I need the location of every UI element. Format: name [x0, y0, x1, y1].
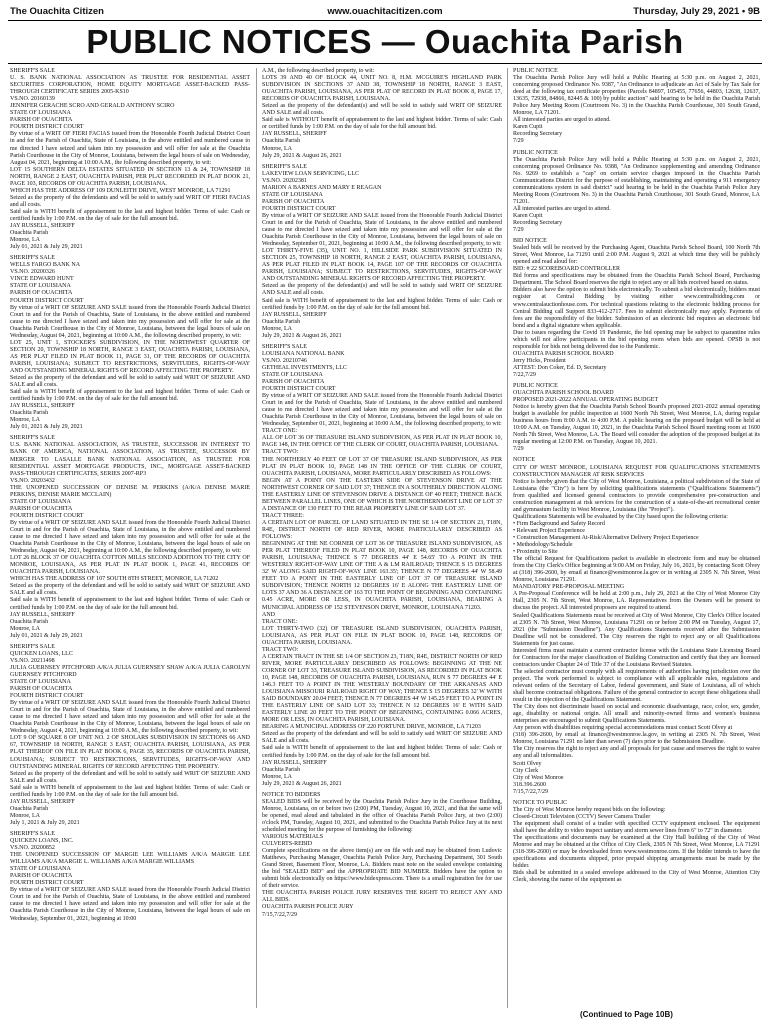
notice-text: VS.NO. 20202381: [262, 177, 307, 184]
notice-text: VS.NO. 20200852: [10, 845, 55, 852]
notice-text: VS.NO. 20160139: [10, 96, 55, 103]
notice-text: OUACHITA PARISH SCHOOL BOARD: [513, 390, 614, 397]
notice-heading: SHERIFF'S SALE: [262, 343, 307, 350]
notice-heading: NOTICE TO PUBLIC: [513, 799, 568, 806]
legal-notice: [262, 344, 502, 788]
notice-text: PARISH OF OUACHITA: [262, 379, 325, 386]
column-divider: [507, 68, 508, 1008]
notice-text: (318) 396-2600, by email at finance@westmonroe.la.gov, in writing at 2305 N. 7th Street, West Monroe, Louisiana 71291 no later than seven (7) days prior to the Submission Deadline.: [513, 732, 762, 746]
notice-column-1: [10, 68, 250, 1008]
notice-text: Monroe, LA: [262, 773, 292, 780]
notice-text: OUACHITA PARISH SCHOOL BOARD: [513, 350, 614, 357]
website: www.ouachitacitizen.com: [327, 6, 443, 17]
notice-text: VINCE EDWARD HUNT: [10, 276, 74, 283]
notice-text: Ouachita Parish: [10, 805, 49, 812]
notice-text: Due to issues regarding the Covid 19 Pandemic, the bid opening may be subject to quarantine rules which will not allow participants in the bid opening room when bids are opened. OPSB is not responsible for bids not being delivered due to the Pandemic.: [513, 329, 762, 350]
notice-text: U.S. BANK NATIONAL ASSOCIATION, AS TRUSTEE, SUCCESSOR IN INTEREST TO BANK OF AMERICA, NATIONAL ASSOCIATION, AS TRUSTEE, SUCCESSOR BY MERGER TO LASALLE BANK NATIONAL ASSOCIATION, AS TRUSTEE FOR RESIDENTIAL ASSET MORTGAGE PRODUCTS, INC., MORTGAGE ASSET-BACKED PASS-THROUGH CERTIFICATES, SERIES 2007-RP3: [10, 442, 252, 477]
notice-text: WHICH HAS THE ADDRESS OF 107 SOUTH 8TH STREET, MONROE, LA 71202: [10, 576, 219, 583]
notice-text: JAY RUSSELL, SHERIFF: [262, 131, 327, 138]
notice-text: Said sale is WITH benefit of appraisement to the last and highest bidder. Terms of sale: Cash or certified funds by 1:00 P.M. on the day of sale for the full amount bid.: [262, 297, 504, 311]
notice-text: CULVERTS-REBID: [262, 841, 313, 848]
notice-text: July 01, 2021 & July 29, 2021: [10, 632, 83, 639]
notice-text: Said sale is WITH benefit of appraisement to the last and highest bidder. Terms of sale: Cash or certified funds by 1:00 P.M. on the day of sale for the full amount bid.: [10, 784, 252, 798]
notice-text: FOURTH DISTRICT COURT: [10, 124, 84, 131]
header-rule: [8, 20, 762, 21]
notice-text: The City of West Monroe hereby request bids on the following:: [513, 806, 666, 813]
section-banner: PUBLIC NOTICES — Ouachita Parish: [86, 23, 684, 60]
notice-text: STATE OF LOUISIANA: [10, 283, 71, 290]
notice-text: The specifications and documents may be examined at the City Hall building of the City of West Monroe and may be obtained at the Office of City Clerk, 2305 N 7th Street, West Monroe, LA 71291 (318-396-2600) or may be downloaded from www.westmonroe.com. If the bidder intends to have the specifications and documents shipped, prior prepaid shipping arrangements must be made by the bidder.: [513, 834, 762, 870]
notice-text: PARISH OF OUACHITA: [10, 686, 73, 693]
notice-heading: SHERIFF'S SALE: [10, 643, 55, 650]
notice-text: JAY RUSSELL, SHERIFF: [10, 223, 75, 230]
notice-text: Monroe, LA: [262, 145, 292, 152]
notice-text: STATE OF LOUISIANA: [10, 678, 71, 685]
notice-text: Recording Secretary: [513, 219, 563, 226]
legal-notice: [262, 792, 502, 919]
legal-notice: [513, 457, 760, 795]
notice-text: July 01, 2021 & July 29, 2021: [10, 244, 83, 251]
notice-text: Any person with disabilities requiring special accommodations must contact Scott Olvey at: [513, 725, 733, 732]
notice-text: BEARING A MUNICIPAL ADDRESS OF 220 FORTUNE DRIVE, MONROE, LA 71203: [262, 724, 481, 731]
notice-column-2: [262, 68, 502, 1008]
notice-text: The equipment shall consist of a trailer with specified CCTV equipment enclosed. The equipment shall have the ability to video inspect sanitary and storm sewer lines from 6" to 72" in diameter.: [513, 820, 762, 834]
notice-text: 7/29: [513, 227, 524, 234]
notice-text: MARION A BARNES AND MARY E REAGAN: [262, 184, 382, 191]
notice-heading: PUBLIC NOTICE: [513, 68, 558, 74]
notice-text: Complete specifications on the above item(s) are on file with and may be obtained from Ludovic Matthews, Purchasing Manager, Ouachita Parish Police Jury, Purchasing Department, 301 South Grand Street, Basement Floor, Monroe, LA. Bidders must note on the sealed envelope containing the bid "SEALED BID" and the APPROPRIATE BID NUMBER. Bidders have the option to submit bids electronically on https://www.bidexpress.com. There is a small registration fee for use of their service.: [262, 848, 504, 890]
notice-text: STATE OF LOUISIANA: [262, 191, 323, 198]
notice-text: BEGINNING AT THE NE CORNER OF LOT 36 OF TREASURE ISLAND SUBDIVISION, AS PER PLAT THEREOF FILED IN PLAT BOOK 10, PAGE 148, RECORDS OF OUACHITA PARISH, LOUISIANA; THENCE S 77 DEGREES 44' E 54.65' TO A POINT IN THE WESTERLY RIGHT-OF-WAY LINE OF THE A & LM RAILROAD; THENCE S 15 DEGREES 32' W ALONG SAID RIGHT-OF-WAY LINE 163.35'; THENCE N 77 DEGREES 44' W 58.49 FEET TO A POINT IN THE EASTERLY LINE OF LOT 37 OF TREASURE ISLAND SUBDIVISION; THENCE NORTH 12 DEGREES 16' E ALONG THE EASTERLY LINE OF LOTS 37 AND 36 A DISTANCE OF 163 TO THE POINT OF BEGINNING AND CONTAINING 0.45 ACRE, MORE OR LESS, IN OUACHITA PARISH, LOUISIANA, BEARING A MUNICIPAL ADDRESS OF 152 STEVENSON DRIVE, MONROE, LOUISIANA 71203.: [262, 541, 504, 611]
notice-text: VS.NO. 20200326: [10, 269, 55, 276]
notice-text: LOT THIRTY-FIVE (35), UNIT NO. 1, HILLSIDE PARK SUBDIVISION SITUATED IN SECTION 25, TOWNSHIP 18 NORTH, RANGE 2 EAST, OUACHITA PARISH, LOUISIANA, AS PER PLAT FILED IN PLAT BOOK 14, PAGE 107 OF THE RECORDS OF OUACHITA PARISH, LOUISIANA; SUBJECT TO RESTRICTIONS, SERVITUDES, RIGHTS-OF-WAY AND OUTSTANDING MINERAL RIGHTS OF RECORD AFFECTING THE PROPERTY.: [262, 248, 504, 283]
notice-text: By virtue of a WRIT OF SEIZURE AND SALE issued from the Honorable Fourth Judicial District Court in and for the Parish of Ouachita, State of Louisiana, in the above entitled and numbered cause to me directed I have seized and taken into my possession and will offer for sale at the Ouachita Parish Courthouse in the City of Monroe, Louisiana, between the legal hours of sale on Wednesday, August 4, 2021, beginning at 10:00 A.M., the following described property, to wit:: [10, 700, 252, 735]
notice-text: LAKEVIEW LOAN SERVICING, LLC: [262, 170, 360, 177]
notice-text: A CERTAIN LOT OF PARCEL OF LAND SITUATED IN THE SE 1/4 OF SECTION 23, T18N, R4E, DISTRICT NORTH OF RED RIVER, MORE PARTICULARLY DESCRIBED AS FOLLOWS:: [262, 519, 504, 541]
notice-text: SEALED BIDS will be received by the Ouachita Parish Police Jury in the Courthouse Building, Monroe, Louisiana, on or before two (2:00) PM, Tuesday, August 10, 2021, and that the same will be opened, read aloud and tabulated in the office of Ouachita Parish Police Jury, at two (2:00) o'clock PM, Tuesday, August 10, 2021, and submitted to the Ouachita Parish Police Jury at its next scheduled meeting for the purpose of furnishing the following:: [262, 798, 504, 833]
notice-text: TRACT THREE:: [262, 512, 304, 519]
notice-text: Seized as the property of the defendant and will be sold to satisfy said WRIT OF SEIZURE AND SALE and all costs.: [10, 770, 252, 784]
notice-heading: SHERIFF'S SALE: [10, 435, 55, 442]
notice-heading: PUBLIC NOTICE: [513, 383, 558, 390]
notice-text: 7/15,7/22,7/29: [513, 788, 549, 795]
notice-heading: SHERIFF'S SALE: [10, 830, 55, 837]
notice-text: MANDATORY PRE-PROPOSAL MEETING: [513, 584, 625, 591]
notice-text: FOURTH DISTRICT COURT: [262, 386, 336, 393]
notice-text: Bid forms and specifications may be obtained from the Ouachita Parish School Board, Purchasing Department. The School Board reserves the right to reject any or all bids received based on status.: [513, 273, 762, 287]
notice-text: THE NORTHERLY 40 FEET OF LOT 37 OF TREASURE ISLAND SUBDIVISION, AS PER PLAT IN PLAT BOOK 10, PAGE 148 IN THE OFFICE OF THE CLERK OF COURT, OUACHITA PARISH, LOUISIANA, MORE PARTICULARLY DESCRIBED AS FOLLOWS:: [262, 456, 504, 477]
notice-text: July 29, 2021 & August 26, 2021: [262, 152, 342, 159]
legal-notice: [513, 383, 760, 453]
notice-text: STATE OF LOUISIANA: [10, 110, 71, 117]
notice-text: Said sale is WITH benefit of appraisement to the last and highest bidder. Terms of sale: Cash or certified funds by 1:00 P.M. on the day of sale for the full amount bid.: [10, 208, 252, 222]
notice-text: By virtue of a WRIT OF FIERI FACIAS issued from the Honorable Fourth Judicial District Court in and for the Parish of Ouachita, State of Louisiana, in the above entitled and numbered cause to me directed I have seized and taken into my possession and will offer for sale at the Ouachita Parish Courthouse in the City of Monroe, Louisiana, between the legal hours of sale on Wednesday, August 04, 2021, beginning at 10:00 A.M., the following described property, to wit:: [10, 131, 252, 166]
notice-text: BID: # 22 SCOREBOARD CONTROLLER: [513, 266, 621, 273]
notice-text: STATE OF LOUISIANA: [10, 866, 71, 873]
notice-text: WHICH HAS THE ADDRESS OF 109 DUNLEITH DRIVE, WEST MONROE, LA 71291: [10, 187, 231, 194]
legal-notice: [513, 800, 760, 885]
notice-text: VARIOUS MATERIALS: [262, 834, 324, 841]
continuation-note: (Continued to Page 10B): [580, 1010, 673, 1019]
notice-text: Sealed Qualifications Statements must be received at City of West Monroe, City Clerk's Office located at 2305 N. 7th Street, West Monroe, Louisiana 71291 on or before 2:00 PM on Tuesday, August 17, 2021 (the "Submission Deadline"). Any Qualifications Statements received after the Submission Deadline will not be considered. The City reserves the right to reject any or all Qualifications Statements for just cause.: [513, 612, 762, 647]
notice-text: Karen Cupit: [513, 212, 543, 219]
notice-text: AND: [262, 611, 275, 618]
notice-text: JENNIFER GERACHE SCRO AND GERALD ANTHONY SCIRO: [10, 103, 175, 110]
legal-notice: [262, 164, 502, 340]
notice-text: LOT 9 OF SQUARE 8 OF UNIT NO. 2 OF SHOLARS SUBDIVISION IN SECTIONS 66 AND 67, TOWNSHIP 18 NORTH, RANGE 3 EAST, OUACHITA PARISH, LOUISIANA, AS PER PLAT THEREOF ON FILE IN PLAT BOOK 6, PAGE 35, RECORDS OF OUACHITA PARISH, LOUISIANA; SUBJECT TO RESTRICTIONS, SERVITUDES, RIGHTS-OF-WAY AND OUTSTANDING MINERAL RIGHTS OF RECORD AFFECTING THE PROPERTY.: [10, 735, 252, 770]
notice-text: JAY RUSSELL, SHERIFF: [262, 759, 327, 766]
notice-text: PARISH OF OUACHITA: [262, 198, 325, 205]
notice-text: Closed-Circuit Television (CCTV) Sewer Camera Trailer: [513, 813, 651, 820]
notice-text: By virtue of a WRIT OF SEIZURE AND SALE issued from the Honorable Fourth Judicial District Court in and for the Parish of Ouachita, State of Louisiana, in the above entitled and numbered cause to me directed I have seized and taken into my possession and will offer for sale at the Ouachita Parish Courthouse in the City of Monroe, Louisiana, between the legal hours of sale on Wednesday, September 01, 2021, beginning at 10:00 A.M., the following described property, to wit:: [262, 212, 504, 248]
notice-text: Qualifications Statements will be evaluated by the City based upon the following criteria:: [513, 513, 728, 520]
notice-text: A Pre-Proposal Conference will be held at 2:00 p.m., July 29, 2021 at the City of West Monroe City Hall, 2305 N. 7th Street, West Monroe, LA. Representatives from the Owners will be present to discuss the project. All interested proposers are required to attend.: [513, 591, 762, 612]
notice-text: The City does not discriminate based on social and economic disadvantage, race, color, sex, gender, age, disability or national origin. All small and minority-owned firms and women's business enterprises are encouraged to submit Qualifications Statements.: [513, 704, 762, 725]
notice-text: July 1, 2021 & July 29, 2021: [10, 819, 80, 826]
notice-text: PARISH OF OUACHITA: [10, 873, 73, 880]
notice-text: July 29, 2021 & August 26, 2021: [262, 332, 342, 339]
notice-text: • Firm Background and Safety Record: [513, 520, 605, 527]
notice-heading: NOTICE: [513, 457, 535, 464]
notice-text: 318.396.2600: [513, 781, 546, 788]
notice-text: FOURTH DISTRICT COURT: [10, 693, 84, 700]
notice-text: LOUISIANA NATIONAL BANK: [262, 350, 345, 357]
notice-text: JAY RUSSELL, SHERIFF: [262, 311, 327, 318]
notice-text: LOT THIRTY-TWO (32) OF TREASURE ISLAND SUBDIVISION, OUACHITA PARISH, LOUISIANA, AS PER PLAT ON FILE IN PLAT BOOK 10, PAGE 148, RECORDS OF OUACHITA PARISH, LOUISIANA.: [262, 625, 504, 646]
notice-text: FOURTH DISTRICT COURT: [10, 297, 84, 304]
legal-notice: [262, 68, 502, 160]
notice-text: TRACT ONE:: [262, 618, 298, 625]
notice-text: LOT 25, UNIT 1, STOCKER'S SUBDIVISION, IN THE NORTHWEST QUARTER OF SECTION 20, TOWNSHIP 18 NORTH, RANGE 3 EAST, OUACHITA PARISH, LOUISIANA, AS PER PLAT FILED IN PLAT BOOK 11, PAGE 31, OF THE RECORDS OF OUACHITA PARISH, LOUISIANA; SUBJECT TO RESTRICTIONS, SERVITUDES, RIGHTS-OF-WAY AND OUTSTANDING MINERAL RIGHTS OF RECORD AFFECTING THE PROPERTY.: [10, 339, 252, 374]
notice-text: STATE OF LOUISIANA: [10, 498, 71, 505]
notice-text: THE UNOPENED SUCCESSION OF MARGIE LEE WILLIAMS A/K/A MARGIE LEE WILLIAMS A/K/A MARGIE L. WILLIAMS A/K/A MARGIE WILLIAMS: [10, 852, 252, 866]
notice-text: Said sale is WITH benefit of appraisement to the last and highest bidder. Terms of sale: Cash or certified funds by 1:00 P.M. on the day of sale for the full amount bid.: [10, 597, 252, 611]
notice-text: The selected contractor must comply with all requirements of authorities having jurisdiction over the project. The work performed is subject to compliance with all applicable rules, regulations and relevant orders of the Secretary of Labor, federal government, and State of Louisiana, all of which shall become contractual obligations. Failure of the general contractor to accept these obligations shall result in the rejection of the Qualifications Statement.: [513, 668, 762, 704]
notice-text: Bidders also have the option to submit bids electronically. To submit a bid electronically, bidders must register at Central Bidding by visiting either www.centralbidding.com or www.centralauctionhouse.com. For technical questions relating to the electronic bidding process for Central Bidding call Support 833-412-2717. Fees to submit electronically may apply. Payments of fees are the responsibility of the bidder. Submission of an electronic bid requires an electronic bid bond and a digital signature when applicable.: [513, 287, 762, 329]
notice-text: LOT 15 SOUTHERN DELTA ESTATES SITUATED IN SECTION 13 & 24, TOWNSHIP 18 NORTH, RANGE 2 EAST, OUACHITA PARISH, PER PLAT RECORDED IN PLAT BOOK 21, PAGE 103, RECORDS OF OUACHITA PARISH, LOUISIANA.: [10, 166, 252, 187]
notice-text: Monroe, LA: [10, 812, 40, 819]
legal-notice: [10, 255, 250, 431]
notice-text: All interested parties are urged to attend.: [513, 205, 611, 212]
notice-text: Ouachita Parish: [262, 138, 301, 145]
notice-text: A CERTAIN TRACT IN THE SE 1/4 OF SECTION 23, T18N, R4E, DISTRICT NORTH OF RED RIVER, MORE PARTICULARLY DESCRIBED AS FOLLOWS: BEGINNING AT THE NE CORNER OF LOT 33, TREASURE ISLAND SUBDIVISION, AS RECORDED IN PLAT BOOK 10, PAGE 148, RECORDS OF OUACHITA PARISH, LOUISIANA, RUN S 77 DEGREES 44' E 146.3 FEET TO A POINT IN THE WESTERLY BOUNDARY OF THE ARKANSAS AND LOUISIANA MISSOURI RAILROAD RIGHT OF WAY; THENCE S 15 DEGREES 32' W WITH SAID BOUNDARY 20.04 FEET; THENCE N 77 DEGREES 44' W 145.25 FEET TO A POINT IN THE EASTERLY LINE OF SAID LOT 33; THENCE N 12 DEGREES 16' E WITH SAID EASTERLY LINE 20 FEET TO THE POINT OF BEGINNING, CONTAINING 0.066 ACRES, MORE OR LESS, IN OUACHITA PARISH, LOUISIANA.: [262, 653, 504, 724]
notice-text: The City reserves the right to reject any and all proposals for just cause and reserves the right to waive any and all informalities.: [513, 746, 762, 760]
notice-text: VS.NO. 20211498: [10, 657, 55, 664]
notice-text: ATTEST: Don Coker, Ed. D, Secretary: [513, 364, 607, 371]
notice-text: All interested parties are urged to attend.: [513, 117, 611, 124]
notice-text: STATE OF LOUISIANA: [262, 371, 323, 378]
legal-notice: [10, 644, 250, 827]
notice-text: • Proximity to Site: [513, 549, 558, 556]
notice-text: By virtue of a WRIT OF SEIZURE AND SALE issued from the Honorable Fourth Judicial District Court in and for the Parish of Ouachita, State of Louisiana, in the above entitled and numbered cause to me directed I have seized and taken into my possession and will offer for sale at the Ouachita Parish Courthouse in the City of Monroe, Louisiana, between the legal hours of sale on Wednesday, September 01, 2021, beginning at 10:00 A.M., the following described property, to wit:: [262, 393, 504, 428]
notice-text: Seized as the property of the defendants and will be sold to satisfy said WRIT OF FIERI FACIAS and all costs.: [10, 194, 252, 208]
notice-text: July 01, 2021 & July 29, 2021: [10, 424, 83, 431]
notice-text: FOURTH DISTRICT COURT: [262, 205, 336, 212]
notice-heading: SHERIFF'S SALE: [262, 163, 307, 170]
notice-text: WELLS FARGO BANK NA: [10, 262, 81, 269]
notice-text: 7/29: [513, 138, 524, 145]
notice-text: Ouachita Parish: [262, 318, 301, 325]
notice-text: JAY RUSSELL, SHERIFF: [10, 403, 75, 410]
notice-text: VS.NO. 20203432: [10, 477, 55, 484]
notice-heading: SHERIFF'S SALE: [10, 68, 55, 74]
notice-text: PARISH OF OUACHITA: [10, 505, 73, 512]
issue-date-page: Thursday, July 29, 2021 • 9B: [633, 6, 760, 17]
notice-text: FOURTH DISTRICT COURT: [10, 512, 84, 519]
notice-heading: BID NOTICE: [513, 238, 547, 245]
notice-text: Ouachita Parish: [10, 618, 49, 625]
notice-heading: A.M., the following described property, to wit:: [262, 68, 375, 74]
legal-notice: [10, 68, 250, 251]
notice-text: OUACHITA PARISH POLICE JURY: [262, 904, 354, 911]
notice-text: Notice is hereby given that the Ouachita Parish School Board's proposed 2021-2022 annual operating budget is available for public inspection at 1600 North 7th Street, West Monroe, LA, during regular business hours from 8:00 A.M. to 4:00 P.M. A public hearing on the proposed budget will be held at 10:00 A.M. on Tuesday, August 10, 2021, in the Ouachita Parish School Board meeting room at 1600 North 7th Street, West Monroe, LA. The Board will consider the adoption of the proposed budget at its regular meeting at 12:00 P.M. on Tuesday, August 10, 2021.: [513, 404, 762, 446]
notice-text: Seized as the property of the defendant and will be sold to satisfy said WRIT OF SEIZURE AND SALE and all costs.: [262, 731, 504, 745]
notice-text: Sealed bids will be received by the Purchasing Agent, Ouachita Parish School Board, 100 North 7th Street, West Monroe, La 71291 until 2:00 P.M. August 9, 2021 at which time they will be publicly opened and read aloud for:: [513, 245, 762, 266]
notice-text: THE OUACHITA PARISH POLICE JURY RESERVES THE RIGHT TO REJECT ANY AND ALL BIDS.: [262, 890, 504, 904]
notice-text: July 29, 2021 & August 26, 2021: [262, 780, 342, 787]
notice-text: TRACT TWO:: [262, 646, 299, 653]
notice-text: Monroe, LA: [10, 237, 40, 244]
notice-text: • Methodology/Schedule: [513, 542, 573, 549]
notice-text: PARISH OF OUACHITA: [10, 290, 73, 297]
notice-text: Recording Secretary: [513, 131, 563, 138]
notice-text: Karen Cupit: [513, 124, 543, 131]
notice-text: TRACT ONE:: [262, 428, 298, 435]
legal-notice: [513, 68, 760, 146]
notice-text: City Clerk: [513, 767, 539, 774]
notice-text: Said sale is WITH benefit of appraisement to the last and highest bidder. Terms of sale: Cash or certified funds by 1:00 P.M. on the day of sale for the full amount bid.: [262, 745, 504, 759]
notice-text: Interested firms must maintain a current contractor license with the Louisiana State Licensing Board for Contractors for the major classification of Building Construction and certify that they are licensed contractors under Chapter 24 of Title 37 of the Louisiana Revised Statutes.: [513, 647, 762, 668]
notice-text: • Construction Management At-Risk/Alternative Delivery Project Experience: [513, 535, 699, 541]
notice-text: Scott Olvey: [513, 760, 542, 767]
legal-notice: [513, 150, 760, 235]
notice-text: VS.NO. 20210746: [262, 357, 307, 364]
notice-text: QUICKEN LOANS, INC.: [10, 838, 74, 845]
notice-heading: NOTICE TO BIDDERS: [262, 791, 321, 798]
notice-text: Seized as the property of the defendant and will be sold to satisfy said WRIT OF SEIZURE AND SALE and all costs.: [10, 375, 252, 389]
notice-text: By virtue of a WRIT OF SEIZURE AND SALE issued from the Honorable Fourth Judicial District Court in and for the Parish of Ouachita, State of Louisiana, in the above entitled and numbered cause to me directed I have seized and taken into my possession and will offer for sale at the Ouachita Parish Courthouse in the City of Monroe, Louisiana, between the legal hours of sale on Wednesday, August 04, 2021, beginning at 10:00 A.M., the following described property, to wit:: [10, 304, 252, 339]
notice-text: Notice is hereby given that the City of West Monroe, Louisiana, a political subdivision of the State of Louisiana (the "City") is here by soliciting qualifications statements ("Qualifications Statements") from qualified and licensed general contractors to provide comprehensive pre-construction and construction management at risk services for the construction of a state-of-the-art recreational center and gymnasium facility in West Monroe, Louisiana (the "Project").: [513, 478, 762, 513]
column-divider: [256, 68, 257, 1008]
notice-text: 7/22,7/29: [513, 371, 536, 378]
notice-text: THE UNOPENED SUCCESSION OF DENISE M. PERKINS (A/K/A DENISE MARIE PERKINS, DENISE MARIE MCCLAIN): [10, 484, 252, 498]
notice-text: The Ouachita Parish Police Jury will hold a Public Hearing at 5:30 p.m. on August 2, 2021, concerning proposed Ordinance No. 9388, "An Ordinance supplementing and amending Ordinance No. 9269 to establish a "cap" on certain service charges imposed in the Ouachita Parish Communications District for the purpose of establishing, maintaining and operating a 911 emergency communications system in said district" said hearing to be held in the Ouachita Parish Police Jury Meeting Room (Courtroom No. 3) in the Ouachita Parish Courthouse, 301 South Grand, Monroe, LA 71201.: [513, 156, 762, 205]
notice-text: Ouachita Parish: [10, 410, 49, 417]
notice-heading: SHERIFF'S SALE: [10, 255, 55, 262]
notice-text: Said sale is WITHOUT benefit of appraisement to the last and highest bidder. Terms of sale: Cash or certified funds by 1:00 P.M. on the day of sale for the full amount bid.: [262, 117, 504, 131]
notice-text: • Relevant Project Experience: [513, 527, 585, 534]
notice-text: Monroe, LA: [10, 625, 40, 632]
notice-text: JULIA GUERNSEY PITCHFORD A/K/A JULIA GUERNSEY SHAW A/K/A JULIA CAROLYN GUERNSEY PITCHFORD: [10, 664, 252, 678]
notice-text: PARISH OF OUACHITA: [10, 117, 73, 124]
notice-text: Seized as the property of the defendant(s) and will be sold to satisfy said WRIT OF SEIZURE AND SALE and all costs.: [262, 103, 504, 117]
notice-text: Ouachita Parish: [262, 766, 301, 773]
notice-text: By virtue of a WRIT OF SEIZURE AND SALE issued from the Honorable Fourth Judicial District Court in and for the Parish of Ouachita, State of Louisiana, in the above entitled and numbered cause to me directed I have seized and taken into my possession and will offer for sale at the Ouachita Parish Courthouse in the City of Monroe, Louisiana, between the legal hours of sale on Wednesday, September 01, 2021, beginning at 10:00: [10, 887, 252, 922]
notice-text: Seized as the property of the defendant and will be sold to satisfy said WRIT OF SEIZURE AND SALE and all costs.: [10, 583, 252, 597]
notice-text: JAY RUSSELL, SHERIFF: [10, 798, 75, 805]
notice-text: GETHEAL INVESTMENTS, LLC: [262, 364, 347, 371]
notice-text: 7/15,7/22,7/29: [262, 911, 298, 918]
notice-text: Bids shall be submitted in a sealed envelope addressed to the City of West Monroe, Attention City Clerk, showing the name of the equipment as: [513, 870, 762, 884]
newspaper-name: The Ouachita Citizen: [10, 6, 104, 17]
notice-text: Said sale is WITH benefit of appraisement to the last and highest bidder. Terms of sale: Cash or certified funds by 1:00 P.M. on the day of sale for the full amount bid.: [10, 389, 252, 403]
notice-text: ALL OF LOT 36 OF TREASURE ISLAND SUBDIVISION, AS PER PLAT IN PLAT BOOK 10, PAGE 148, IN THE OFFICE OF THE CLERK OF COURT, OUACHITA PARISH, LOUISIANA.: [262, 435, 504, 449]
notice-text: PROPOSED 2021-2022 ANNUAL OPERATING BUDGET: [513, 397, 659, 404]
banner-rule: [8, 63, 762, 64]
notice-text: U. S. BANK NATIONAL ASSOCIATION AS TRUSTEE FOR RESIDENTIAL ASSET SECURITIES CORPORATION, HOME EQUITY MORTGAGE ASSET-BACKED PASS-THROUGH CERTIFICATE SERIES 2005-KS10: [10, 75, 252, 96]
notice-text: JAY RUSSELL, SHERIFF: [10, 611, 75, 618]
notice-text: By virtue of a WRIT OF SEIZURE AND SALE issued from the Honorable Fourth Judicial District Court in and for the Parish of Ouachita, State of Louisiana, in the above entitled and numbered cause to me directed I have seized and taken into my possession and will offer for sale at the Ouachita Parish Courthouse in the City of Monroe, Louisiana, between the legal hours of sale on Wednesday, August 04, 2021, beginning at 10:00 A.M., the following described property, to wit:: [10, 519, 252, 555]
legal-notice: [10, 831, 250, 923]
notice-text: Monroe, LA: [10, 417, 40, 424]
notice-text: LOTS 39 AND 40 OF BLOCK 44, UNIT NO. 8, H.M. MCGUIRE'S HIGHLAND PARK SUBDIVISION IN SECTIONS 37 AND 38, TOWNSHIP 18 NORTH, RANGE 3 EAST, OUACHITA PARISH, LOUISIANA, AS PER PLAT OF RECORD IN PLAT BOOK 8, PAGE 17, RECORDS OF OUACHITA PARISH, LOUISIANA.: [262, 75, 504, 103]
notice-text: City of West Monroe: [513, 774, 564, 781]
notice-text: QUICKEN LOANS, LLC: [10, 650, 73, 657]
notice-text: BEGIN AT A POINT ON THE EASTERN SIDE OF STEVENSON DRIVE AT THE NORTHWEST CORNER OF SAID LOT 37; THENCE IN A SOUTHERLY DIRECTION ALONG THE EASTERLY LINE OF STEVENSON DRIVE A DISTANCE OF 40 FEET; THENCE BACK BETWEEN PARALLEL LINES, ONE OF WHICH IS THE NORTHERNMOST LINE OF LOT 37 A DISTANCE OF 130 FEET TO THE REAR PROPERTY LINE OF SAID LOT 37.: [262, 477, 504, 512]
notice-text: LOT 26 BLOCK 37 OF OUACHITA COTTON MILLS SECOND ADDITION TO THE CITY OF MONROE, LOUISIANA, AS PER PLAT IN PLAT BOOK 1, PAGE 41, RECORDS OF OUACHITA PARISH, LOUISIANA.: [10, 555, 252, 576]
legal-notice: [10, 435, 250, 639]
notice-text: The Ouachita Parish Police Jury will hold a Public Hearing at 5:30 p.m. on August 2, 2021, concerning proposed Ordinance No. 9387, "An Ordinance to adjudicate an Act of Sale by Tax Sale for deed at the following tax certificate properties (Parcels 84897, 105455, 77656, 44803, 12638, 12637, 13635, 72938, 84866, 82445 & 100) by public auction" said hearing to be held in the Ouachita Parish Police Jury Meeting Room (Courtroom No. 3) in the Ouachita Parish Courthouse, 301 South Grand, Monroe, LA 71201.: [513, 75, 762, 117]
notice-text: Monroe, LA: [262, 325, 292, 332]
notice-text: Seized as the property of the defendant(s) and will be sold to satisfy said WRIT OF SEIZURE AND SALE and all costs.: [262, 283, 504, 297]
notice-text: TRACT TWO:: [262, 449, 299, 456]
notice-text: The official Request for Qualifications packet is available in electronic form and may be obtained from the City Clerk's Office beginning at 9:00 AM on Friday, July 16, 2021, by contacting Scott Olvey at (318) 396-2600, by email at finance@westmonroe.la.gov or in writing at 2305 N. 7th Street, West Monroe, Louisiana 71291.: [513, 556, 762, 584]
notice-text: 7/29: [513, 446, 524, 453]
notice-text: FOURTH DISTRICT COURT: [10, 880, 84, 887]
notice-text: Ouachita Parish: [10, 230, 49, 237]
notice-column-3: [513, 68, 760, 1008]
notice-text: Jerry Hicks, President: [513, 357, 566, 364]
notice-heading: PUBLIC NOTICE: [513, 149, 558, 156]
legal-notice: [513, 238, 760, 379]
notice-text: CITY OF WEST MONROE, LOUISIANA REQUEST FOR QUALIFICATIONS STATEMENTS CONSTRUCTION MANAGER AT RISK SERVICES: [513, 464, 762, 478]
